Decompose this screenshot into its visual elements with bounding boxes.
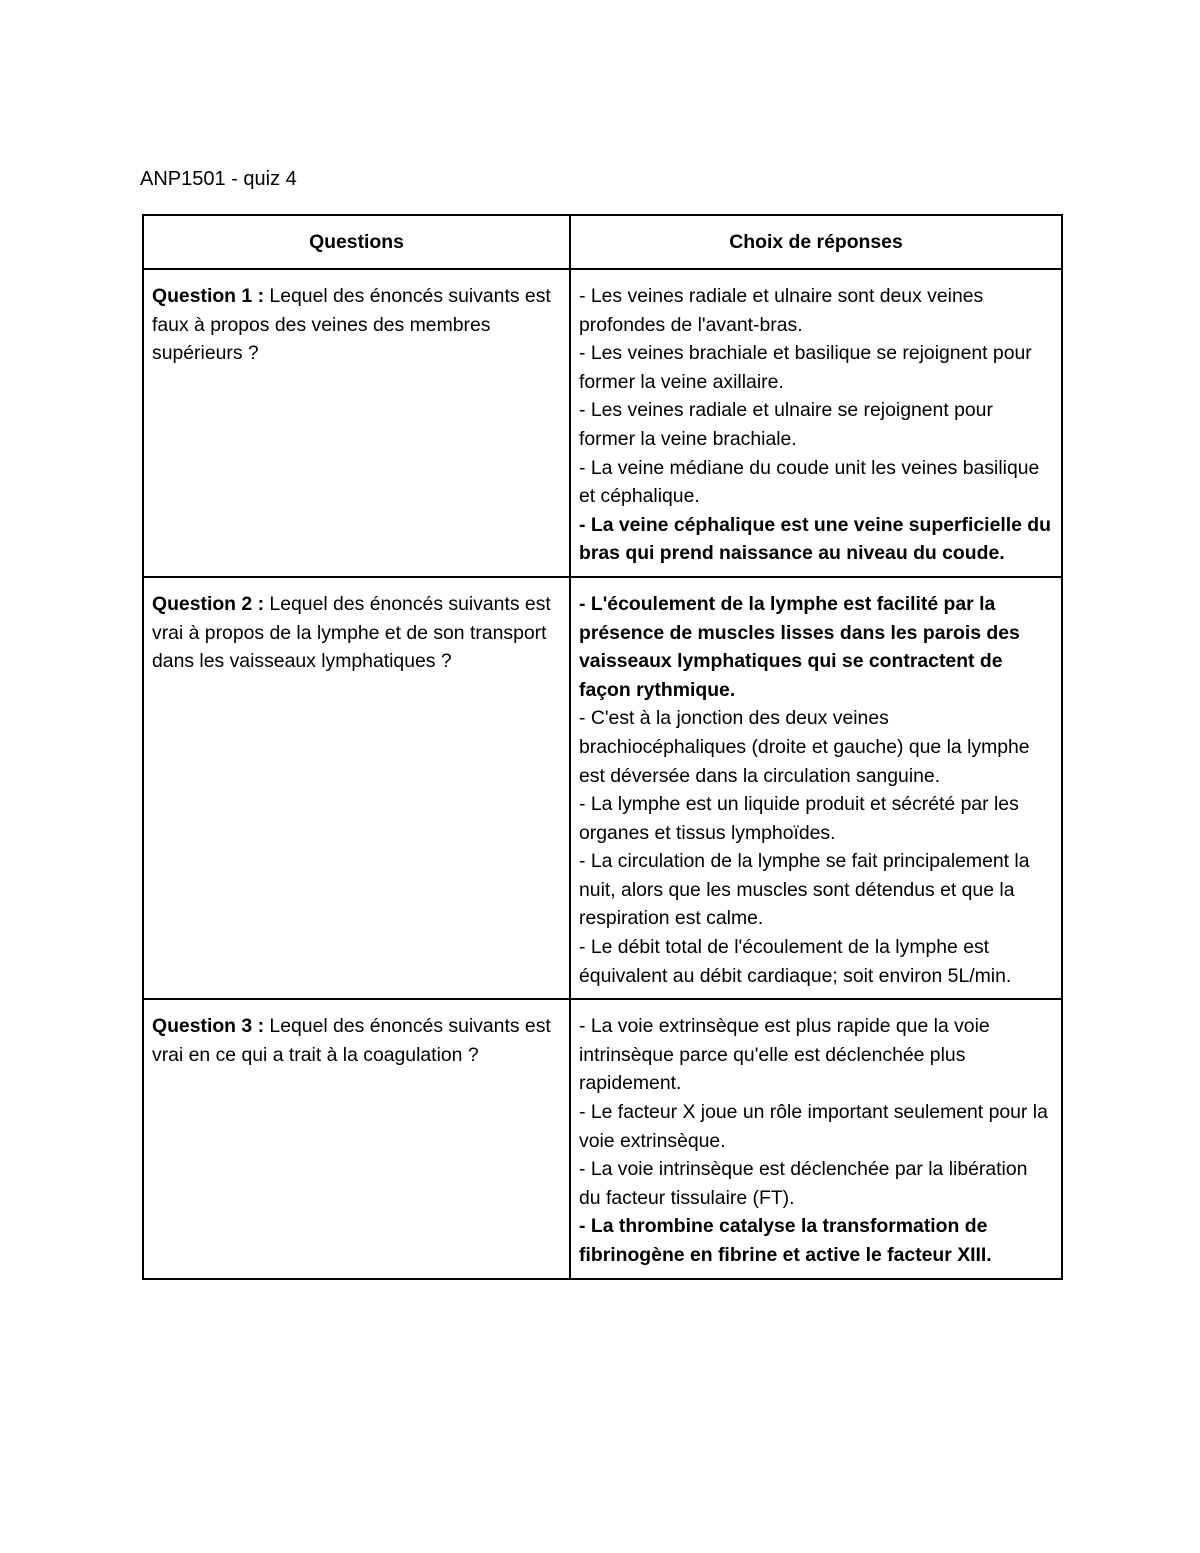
answer-choice: - Les veines radiale et ulnaire se rejoignent pour former la veine brachiale. bbox=[579, 399, 993, 450]
choices-cell bbox=[570, 269, 1062, 577]
question-label: Question 3 : bbox=[152, 1015, 265, 1038]
question-label: Question 1 : bbox=[152, 285, 265, 307]
answer-choice: - La voie extrinsèque est plus rapide que la voie intrinsèque parce qu'elle est déclenchée plus rapidement. bbox=[579, 1015, 990, 1095]
answer-choice: - Les veines radiale et ulnaire sont deux veines profondes de l'avant-bras. bbox=[579, 285, 984, 336]
question-cell bbox=[143, 577, 570, 999]
table-row bbox=[143, 577, 1062, 999]
answer-choice-correct: - La veine céphalique est une veine superficielle du bras qui prend naissance au niveau du coude. bbox=[579, 513, 1051, 565]
answer-choice: - Le facteur X joue un rôle important seulement pour la voie extrinsèque. bbox=[579, 1101, 1048, 1152]
table-row bbox=[143, 269, 1062, 577]
header-row bbox=[143, 215, 1062, 269]
answer-choice: - Les veines brachiale et basilique se rejoignent pour former la veine axillaire. bbox=[579, 342, 1032, 393]
question-cell bbox=[143, 269, 570, 577]
table-row bbox=[143, 999, 1062, 1278]
question-text: Lequel des énoncés suivants est vrai en ce qui a trait à la coagulation ? bbox=[152, 1015, 551, 1066]
quiz-table bbox=[142, 214, 1063, 1280]
answer-choice-correct: - L'écoulement de la lymphe est facilité par la présence de muscles lisses dans les parois des vaisseaux lymphatiques qui se contractent de façon rythmique. bbox=[579, 592, 1020, 701]
answer-choice: - La veine médiane du coude unit les veines basilique et céphalique. bbox=[579, 456, 1040, 508]
answer-choice: - La circulation de la lymphe se fait principalement la nuit, alors que les muscles sont détendus et que la respiration est calme. bbox=[579, 850, 1030, 930]
question-label: Question 2 : bbox=[152, 592, 265, 615]
question-text: Lequel des énoncés suivants est vrai à propos de la lymphe et de son transport dans les vaisseaux lymphatiques ? bbox=[152, 592, 551, 673]
answer-choice: - La lymphe est un liquide produit et sécrété par les organes et tissus lymphoïdes. bbox=[579, 793, 1019, 844]
answer-choice: - Le débit total de l'écoulement de la lymphe est équivalent au débit cardiaque; soit environ 5L/min. bbox=[579, 936, 1012, 987]
choices-cell bbox=[570, 577, 1062, 999]
choices-cell bbox=[570, 999, 1062, 1278]
header-choices: Choix de réponses bbox=[570, 215, 1062, 269]
question-text: Lequel des énoncés suivants est faux à propos des veines des membres supérieurs ? bbox=[152, 285, 551, 365]
document-title: ANP1501 - quiz 4 bbox=[140, 168, 297, 190]
answer-choice: - La voie intrinsèque est déclenchée par la libération du facteur tissulaire (FT). bbox=[579, 1158, 1028, 1209]
question-cell bbox=[143, 999, 570, 1278]
header-questions: Questions bbox=[143, 215, 570, 269]
answer-choice-correct: - La thrombine catalyse la transformation de fibrinogène en fibrine et active le facteur XIII. bbox=[579, 1215, 992, 1266]
answer-choice: - C'est à la jonction des deux veines brachiocéphaliques (droite et gauche) que la lymphe est déversée dans la circulation sanguine. bbox=[579, 707, 1030, 787]
